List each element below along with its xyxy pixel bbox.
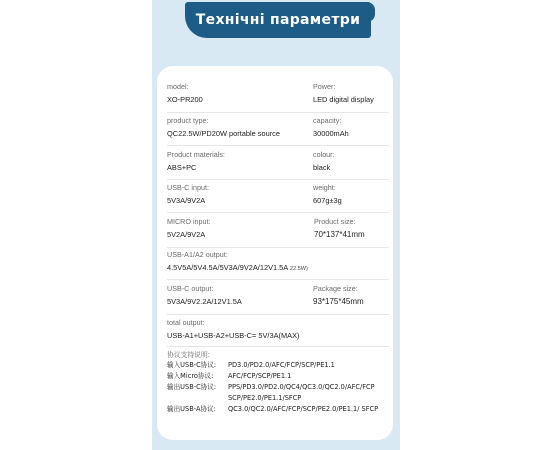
spec-row-usbc-input bbox=[167, 183, 389, 213]
spec-value: XO-PR200 bbox=[167, 95, 203, 104]
spec-label: USB-A1/A2 output: bbox=[167, 250, 228, 259]
protocol-value: AFC/FCP/SCP/PE1.1 bbox=[228, 372, 292, 380]
spec-value: black bbox=[313, 163, 331, 172]
spec-usbc-input bbox=[167, 183, 209, 206]
page-title: Технічні параметри bbox=[195, 12, 361, 28]
spec-type bbox=[167, 116, 280, 139]
spec-label: capacity: bbox=[313, 116, 342, 125]
protocol-key: 输出USB-A协议: bbox=[167, 405, 216, 413]
protocol-value: PD3.0/PD2.0/AFC/FCP/SCP/PE1.1 bbox=[228, 361, 335, 369]
spec-value: QC22.5W/PD20W portable source bbox=[167, 129, 280, 138]
spec-product-size bbox=[314, 217, 365, 240]
spec-value: 607g±3g bbox=[313, 196, 342, 205]
spec-usbc-output bbox=[167, 284, 242, 307]
spec-value: 5V3A/9V2A bbox=[167, 196, 206, 205]
spec-label: Power: bbox=[313, 82, 336, 91]
protocol-value: PPS/PD3.0/PD2.0/QC4/QC3.0/QC2.0/AFC/FCP SCP/PE2.0/PE1.1/SFCP bbox=[228, 383, 375, 402]
protocol-row bbox=[167, 371, 393, 382]
spec-row-micro-input bbox=[167, 215, 389, 248]
spec-capacity bbox=[313, 116, 349, 139]
protocol-key: 输入USB-C协议: bbox=[167, 361, 217, 369]
spec-value-note: 22.5W) bbox=[289, 266, 308, 272]
spec-colour bbox=[313, 150, 335, 173]
spec-value: 5V3A/9V2.2A/12V1.5A bbox=[167, 297, 242, 306]
spec-row-usba-output bbox=[167, 250, 389, 280]
spec-label: total output: bbox=[167, 318, 205, 327]
spec-row-model bbox=[167, 82, 389, 113]
spec-value: USB-A1+USB-A2+USB-C= 5V/3A(MAX) bbox=[167, 331, 300, 340]
spec-value-main: 4.5V5A/5V4.5A/5V3A/9V2A/12V1.5A bbox=[167, 263, 288, 272]
spec-usba-output bbox=[167, 250, 308, 275]
spec-package-size bbox=[313, 284, 364, 307]
spec-label: weight: bbox=[313, 183, 336, 192]
spec-value: ABS+PC bbox=[167, 163, 197, 172]
spec-value: LED digital display bbox=[313, 95, 374, 104]
spec-label: USB-C input: bbox=[167, 183, 209, 192]
spec-label: Package size: bbox=[313, 284, 358, 293]
spec-label: MICRO input: bbox=[167, 217, 211, 226]
spec-total-output bbox=[167, 318, 299, 341]
spec-value: 70*137*41mm bbox=[314, 230, 365, 239]
protocol-heading: 协议支持说明: bbox=[167, 351, 211, 359]
spec-label: colour: bbox=[313, 150, 335, 159]
protocol-row bbox=[167, 404, 393, 415]
title-banner bbox=[185, 2, 371, 38]
spec-micro-input bbox=[167, 217, 211, 240]
protocol-row bbox=[167, 382, 393, 404]
protocol-section bbox=[167, 350, 393, 415]
spec-value: 93*175*45mm bbox=[313, 297, 364, 306]
protocol-key: 输出USB-C协议: bbox=[167, 383, 217, 391]
spec-label: product type: bbox=[167, 116, 209, 125]
spec-label: USB-C output: bbox=[167, 284, 214, 293]
spec-label: Product materials: bbox=[167, 150, 225, 159]
spec-row-total-output bbox=[167, 318, 389, 347]
protocol-key: 输入Micro协议: bbox=[167, 372, 214, 380]
spec-row-materials bbox=[167, 150, 389, 180]
protocol-value: QC3.0/QC2.0/AFC/FCP/SCP/PE2.0/PE1.1/ SFCP bbox=[228, 405, 379, 413]
spec-row-usbc-output bbox=[167, 282, 389, 315]
spec-power bbox=[313, 82, 374, 105]
spec-label: Product size: bbox=[314, 217, 356, 226]
spec-label: model: bbox=[167, 82, 189, 91]
spec-materials bbox=[167, 150, 225, 173]
spec-value bbox=[167, 262, 308, 275]
spec-value: 30000mAh bbox=[313, 129, 349, 138]
spec-row-type bbox=[167, 116, 389, 146]
spec-model bbox=[167, 82, 203, 105]
spec-value: 5V2A/9V2A bbox=[167, 230, 206, 239]
protocol-row bbox=[167, 360, 393, 371]
spec-weight bbox=[313, 183, 342, 206]
spec-card bbox=[157, 66, 393, 440]
